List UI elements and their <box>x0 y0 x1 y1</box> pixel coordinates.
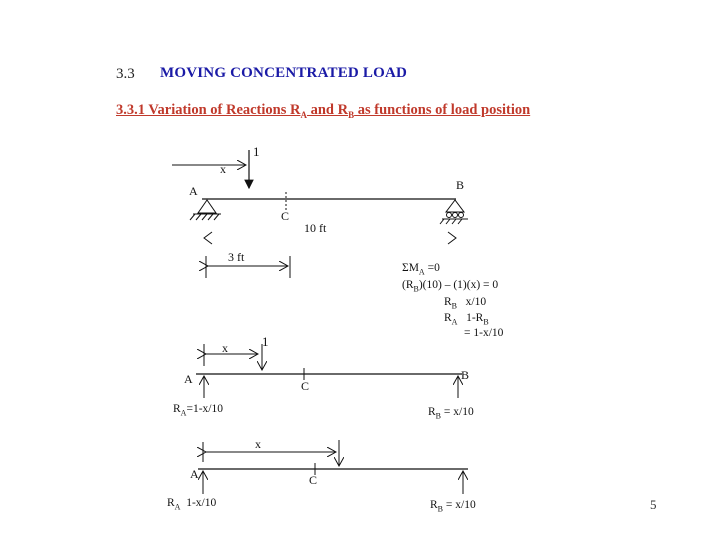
point-c-label: C <box>281 209 290 223</box>
diagram3 <box>198 440 468 494</box>
x-label: x <box>255 437 261 451</box>
reaction-b-mark <box>448 232 456 244</box>
support-b-roller <box>440 200 468 224</box>
subsection-title: 3.3.1 Variation of Reactions $R_A$ and $R_B$ as functions of load position <box>116 102 531 120</box>
diagram2 <box>196 344 462 398</box>
support-a-pin <box>190 200 221 220</box>
point-c-label: C <box>309 473 318 487</box>
eq-ra: $R_A$ $1-R_B$ <box>444 312 489 327</box>
point-c-label: C <box>301 379 310 393</box>
span-label: 10 ft <box>304 221 327 235</box>
load-label: 1 <box>262 334 269 349</box>
eq-ra-result: = 1-x/10 <box>464 327 504 339</box>
load-label: 1 <box>253 144 260 159</box>
diagram1 <box>172 150 468 278</box>
x-label: x <box>220 162 226 176</box>
eq-rb: $R_B$ x/10 <box>444 296 487 311</box>
support-b-label: B <box>461 368 470 382</box>
support-b-label: B <box>456 178 465 192</box>
eq-moment-expansion: $(R_B)(10) - (1)(x) = 0$ <box>402 279 499 294</box>
eq-moment-sum: $\Sigma M_A =0$ <box>402 262 440 277</box>
support-a-label: A <box>190 467 199 481</box>
section-title: MOVING CONCENTRATED LOAD <box>160 65 408 81</box>
rb-expression: $R_B = x/10$ <box>428 406 474 421</box>
reaction-a-mark <box>204 232 212 244</box>
support-a-label: A <box>189 184 198 198</box>
rb-expression: $R_B = x/10$ <box>430 499 476 514</box>
ra-expression: $R_A=1-x/10$ <box>173 403 223 418</box>
ra-expression: $R_A$ 1-x/10 <box>167 497 217 512</box>
support-a-label: A <box>184 372 193 386</box>
page-number: 5 <box>650 497 657 512</box>
dim-c-label: 3 ft <box>228 250 245 264</box>
section-number: 3.3 <box>116 66 135 82</box>
x-label: x <box>222 341 228 355</box>
